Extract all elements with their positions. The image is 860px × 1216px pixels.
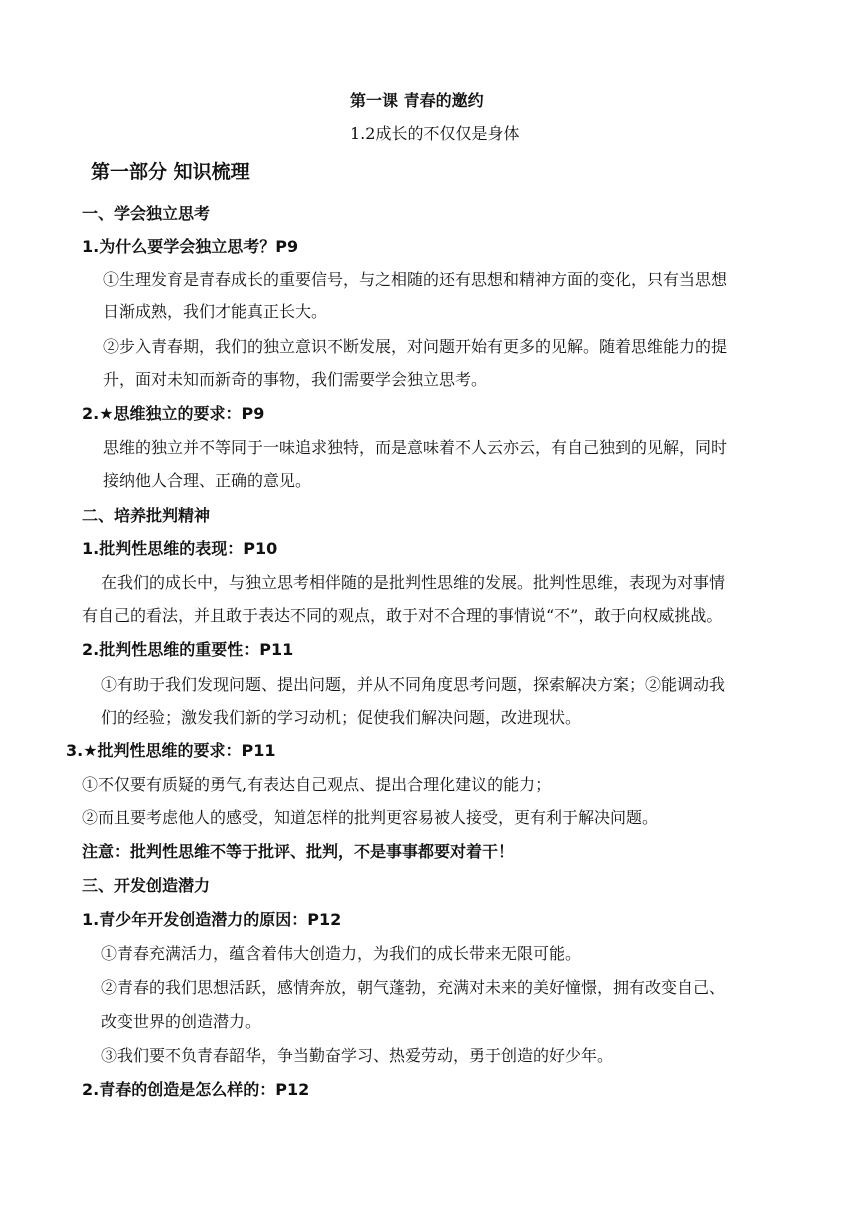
section-two-note: 注意：批判性思维不等于批评、批判，不是事事都要对着干！ [82,842,515,861]
section-one-q2-heading: 2.★思维独立的要求：P9 [82,404,265,423]
section-two-q3-paragraph1: ①不仅要有质疑的勇气,有表达自己观点、提出合理化建议的能力； [82,775,552,794]
section-one-q1-paragraph1-line1: ①生理发育是青春成长的重要信号，与之相随的还有思想和精神方面的变化，只有当思想 [103,270,728,289]
section-three-q1-heading: 1.青少年开发创造潜力的原因：P12 [82,910,342,929]
section-two-q2-paragraph-line1: ①有助于我们发现问题、提出问题，并从不同角度思考问题，探索解决方案；②能调动我 [101,675,726,694]
lesson-title: 第一课 青春的邀约 [350,91,484,110]
section-one-q1-paragraph1-line2: 日渐成熟，我们才能真正长大。 [103,302,328,321]
section-three-q1-paragraph1: ①青春充满活力，蕴含着伟大创造力，为我们的成长带来无限可能。 [101,944,582,963]
part-title: 第一部分 知识梳理 [91,161,250,183]
section-one-heading: 一、学会独立思考 [82,204,211,223]
section-title: 1.2成长的不仅仅是身体 [350,124,520,143]
section-two-q2-heading: 2.批判性思维的重要性：P11 [82,640,294,659]
section-three-q1-paragraph2-line2: 改变世界的创造潜力。 [101,1012,262,1031]
section-two-q1-heading: 1.批判性思维的表现：P10 [82,539,278,558]
section-two-heading: 二、培养批判精神 [82,506,211,525]
section-one-q1-paragraph2-line2: 升，面对未知而新奇的事物，我们需要学会独立思考。 [103,370,488,389]
section-one-q1-paragraph2-line1: ②步入青春期，我们的独立意识不断发展，对问题开始有更多的见解。随着思维能力的提 [103,337,728,356]
section-three-q1-paragraph2-line1: ②青春的我们思想活跃，感情奔放，朝气蓬勃，充满对未来的美好憧憬，拥有改变自己、 [101,978,726,997]
section-two-q1-paragraph-line1: 在我们的成长中，与独立思考相伴随的是批判性思维的发展。批判性思维，表现为对事情 [101,573,726,592]
section-two-q2-paragraph-line2: 们的经验；激发我们新的学习动机；促使我们解决问题，改进现状。 [101,708,582,727]
section-one-q2-paragraph-line2: 接纳他人合理、正确的意见。 [103,471,312,490]
section-two-q3-paragraph2: ②而且要考虑他人的感受，知道怎样的批判更容易被人接受，更有利于解决问题。 [82,808,659,827]
section-three-q2-heading: 2.青春的创造是怎么样的：P12 [82,1080,310,1099]
section-two-q1-paragraph-line2: 有自己的看法，并且敢于表达不同的观点，敢于对不合理的事情说“不”，敢于向权威挑战。 [82,606,723,625]
section-three-heading: 三、开发创造潜力 [82,876,211,895]
section-one-q1-heading: 1.为什么要学会独立思考？P9 [82,237,299,256]
section-two-q3-heading: 3.★批判性思维的要求：P11 [66,741,276,760]
section-one-q2-paragraph-line1: 思维的独立并不等同于一味追求独特，而是意味着不人云亦云，有自己独到的见解，同时 [103,438,728,457]
section-three-q1-paragraph3: ③我们要不负青春韶华，争当勤奋学习、热爱劳动，勇于创造的好少年。 [101,1046,614,1065]
